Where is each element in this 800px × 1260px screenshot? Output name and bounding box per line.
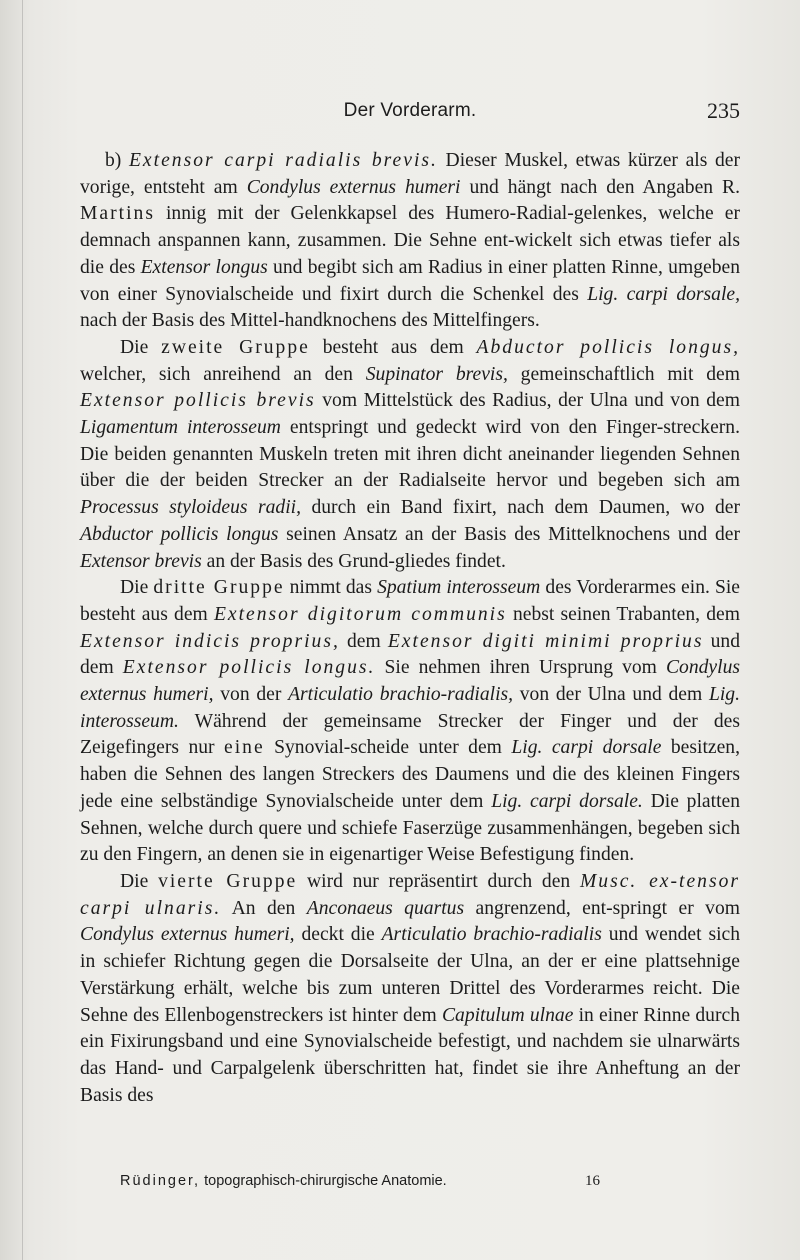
paragraph-second-group: [80, 335, 740, 575]
anatomical-term: Lig. interosseum.: [80, 684, 741, 732]
body-text: [80, 148, 740, 1109]
binding-edge: [22, 0, 23, 1260]
text-run: durch ein Band fixirt, nach dem Daumen, wo der: [301, 497, 740, 519]
text-run: Die: [120, 870, 159, 892]
text-run: vom Mittelstück des Radius, der Ulna und von dem: [315, 390, 740, 412]
text-run: dem: [339, 630, 388, 652]
paragraph-third-group: [80, 575, 740, 869]
page-footer: [120, 1173, 740, 1189]
text-run: innig mit der Gelenkkapsel des Humero-Radial-gelenkes, welche er demnach anspannen kann, zusammen. Die Sehne ent-wickelt sich etwas tiefer als die des: [80, 203, 740, 278]
muscle-name: Musc. ex-tensor carpi ulnaris.: [80, 870, 740, 919]
muscle-name: Abductor pollicis longus,: [476, 336, 740, 358]
anatomical-term: Anconaeus quartus: [306, 897, 465, 919]
anatomical-term: Lig. carpi dorsale,: [587, 283, 740, 305]
anatomical-term: Condylus externus humeri,: [80, 924, 295, 946]
signature-mark: 16: [585, 1173, 600, 1189]
text-run: nebst seinen Trabanten, dem: [506, 603, 740, 625]
author-name: Martins: [80, 203, 155, 225]
paragraph-extensor-carpi-radialis-brevis: [80, 148, 740, 335]
text-run: angrenzend, ent-springt er vom: [464, 897, 741, 919]
anatomical-term: Lig. carpi dorsale: [511, 737, 662, 759]
text-run: welcher, sich anreihend an den: [80, 363, 366, 385]
anatomical-term: Condylus externus humeri,: [80, 657, 740, 706]
muscle-name: Extensor pollicis longus.: [122, 657, 376, 679]
text-run: von der Ulna und dem: [513, 684, 709, 706]
page-header: [80, 100, 740, 126]
paragraph-fourth-group: [80, 869, 740, 1109]
anatomical-term: Supinator brevis,: [365, 363, 508, 385]
text-run: Synovial-scheide unter dem: [264, 737, 512, 759]
text-run: entspringt und gedeckt wird von den Finger-streckern. Die beiden genannten Muskeln treten mit ihren dicht aneinander liegenden Sehnen über die der beiden Strecker an der Radialseite hervor und begeben sich am: [80, 417, 740, 492]
text-run: an der Basis des Grund-gliedes findet.: [201, 550, 506, 572]
text-run: Die platten Sehnen, welche durch quere und schiefe Faserzüge zusammenhängen, begeben sich zu den Fingern, an denen sie in eigenartiger Weise Befestigung finden.: [80, 790, 741, 866]
anatomical-term: Condylus externus humeri: [246, 176, 461, 198]
anatomical-term: Articulatio brachio-radialis,: [288, 684, 514, 706]
text-run: in einer Rinne durch ein Fixirungsband und eine Synovialscheide befestigt, und nachdem sie ulnarwärts das Hand- und Carpalgelenk überschritten hat, findet sie ihre Anheftung an der Basis des: [80, 1004, 740, 1106]
anatomical-term: Abductor pollicis longus: [80, 523, 279, 545]
text-run: Sie nehmen ihren Ursprung vom: [375, 657, 666, 679]
anatomical-term: Spatium interosseum: [377, 577, 541, 599]
text-run: Dieser Muskel, etwas kürzer als der vorige, entsteht am: [80, 150, 740, 198]
anatomical-term: Lig. carpi dorsale.: [491, 790, 643, 812]
muscle-name: Extensor digitorum communis: [213, 603, 507, 625]
anatomical-term: Extensor brevis: [80, 550, 202, 572]
running-title: Der Vorderarm.: [343, 100, 477, 121]
group-heading: vierte Gruppe: [158, 870, 298, 892]
muscle-name: Extensor digiti minimi proprius: [387, 630, 704, 652]
text-run: besteht aus dem: [309, 336, 477, 358]
text-run: des Vorderarmes ein. Sie besteht aus dem: [80, 577, 740, 625]
anatomical-term: Articulatio brachio-radialis: [381, 924, 602, 946]
text-run: deckt die: [294, 924, 382, 946]
muscle-name: Extensor carpi radialis brevis.: [128, 150, 438, 171]
anatomical-term: Capitulum ulnae: [441, 1004, 574, 1026]
text-run: und wendet sich in schiefer Richtung gegen die Dorsalseite der Ulna, an der er eine plattsehnige Verstärkung erhält, welche bis zum unteren Drittel des Vorderarmes reicht. Die Sehne des Ellenbogenstreckers ist hinter dem: [80, 924, 740, 1026]
muscle-name: Extensor indicis proprius,: [80, 630, 340, 652]
anatomical-term: Ligamentum interosseum: [80, 417, 281, 439]
text-run: Die: [120, 577, 154, 599]
text-run: und dem: [80, 630, 740, 679]
group-heading: dritte Gruppe: [153, 577, 285, 599]
footer-author: Rüdinger,: [120, 1173, 201, 1189]
muscle-name: Extensor pollicis brevis: [80, 390, 316, 412]
text-run: wird nur repräsentirt durch den: [297, 870, 580, 892]
text-run: Während der gemeinsame Strecker der Finger und der des Zeigefingers nur: [80, 710, 740, 759]
text-run: von der: [213, 684, 289, 706]
anatomical-term: Processus styloideus radii,: [80, 497, 301, 519]
emphasis: eine: [224, 737, 265, 759]
text-run: seinen Ansatz an der Basis des Mittelknochens und der: [278, 523, 740, 545]
text-run: nimmt das: [284, 577, 378, 599]
text-run: und hängt nach den Angaben R.: [460, 176, 740, 198]
text-run: besitzen, haben die Sehnen des langen Streckers des Daumens und die des kleinen Fingers jede eine selbständige Synovialscheide unter dem: [80, 737, 740, 812]
anatomical-term: Extensor longus: [140, 256, 268, 278]
text-run: nach der Basis des Mittel-handknochens des Mittelfingers.: [80, 310, 540, 332]
footer-book-title: topographisch-chirurgische Anatomie.: [200, 1173, 447, 1189]
text-run: gemeinschaftlich mit dem: [507, 363, 740, 385]
page-number: 235: [707, 98, 740, 123]
text-run: b): [105, 150, 129, 171]
group-heading: zweite Gruppe: [161, 336, 310, 358]
text-run: Die: [120, 336, 162, 358]
text-run: An den: [221, 897, 307, 919]
text-run: und begibt sich am Radius in einer platten Rinne, umgeben von einer Synovialscheide und fixirt durch die Schenkel des: [80, 256, 740, 305]
